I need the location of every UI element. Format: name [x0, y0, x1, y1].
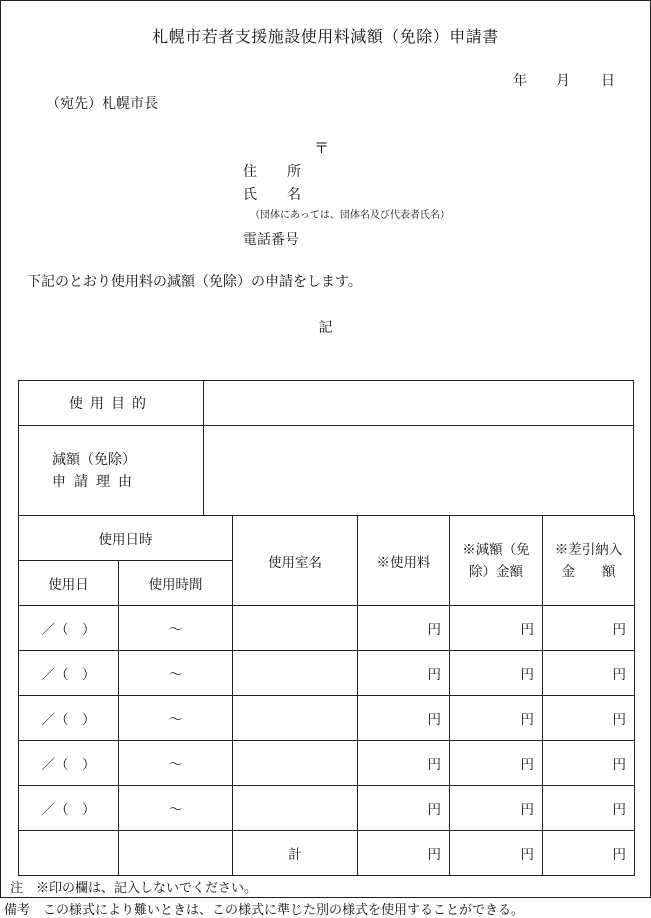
reduction-header-line2: 除）金額: [469, 563, 523, 580]
row-fee: 円: [358, 696, 450, 741]
reduction-header: [450, 516, 543, 606]
payment-header-line2: 金 額: [561, 563, 616, 580]
name-label-1: 氏: [243, 187, 257, 203]
row-room[interactable]: [233, 696, 358, 741]
row-date[interactable]: ／（ ）: [19, 696, 119, 741]
row-date[interactable]: ／（ ）: [19, 651, 119, 696]
row-time[interactable]: ～: [119, 606, 233, 651]
reason-label-line1: 減額（免除）: [52, 451, 136, 468]
row-fee: 円: [358, 741, 450, 786]
total-label: 計: [233, 831, 358, 876]
ki-heading: 記: [318, 320, 333, 336]
total-reduction: 円: [450, 831, 543, 876]
row-room[interactable]: [233, 786, 358, 831]
payment-header-line1: ※差引納入: [554, 541, 623, 558]
row-reduction: 円: [450, 651, 543, 696]
table-row: [19, 651, 635, 696]
table-row: [19, 786, 635, 831]
purpose-label: 使用目的: [19, 381, 204, 426]
reason-field[interactable]: [204, 426, 634, 516]
table-row: [19, 741, 635, 786]
row-time[interactable]: ～: [119, 651, 233, 696]
usage-datetime-header: 使用日時: [19, 516, 233, 561]
row-time[interactable]: ～: [119, 786, 233, 831]
reduction-header-line1: ※減額（免: [462, 541, 530, 558]
row-room[interactable]: [233, 741, 358, 786]
row-payment: 円: [543, 786, 635, 831]
row-date[interactable]: ／（ ）: [19, 606, 119, 651]
name-label-2: 名: [287, 187, 301, 203]
row-reduction: 円: [450, 606, 543, 651]
date-year-label: 年: [513, 73, 527, 89]
row-payment: 円: [543, 696, 635, 741]
reason-label-line2: 申請理由: [52, 473, 140, 490]
group-note: （団体にあっては、団体名及び代表者氏名）: [250, 210, 450, 221]
row-reduction: 円: [450, 696, 543, 741]
footnote: 注 ※印の欄は、記入しないでください。: [10, 881, 258, 896]
usage-date-header: 使用日: [19, 561, 119, 606]
table-row: [19, 696, 635, 741]
form-title: 札幌市若者支援施設使用料減額（免除）申請書: [152, 27, 499, 46]
row-payment: 円: [543, 651, 635, 696]
table-row: [19, 606, 635, 651]
purpose-field[interactable]: [204, 381, 634, 426]
room-name-header: 使用室名: [233, 516, 358, 606]
row-reduction: 円: [450, 786, 543, 831]
row-reduction: 円: [450, 741, 543, 786]
address-label-2: 所: [287, 164, 301, 180]
postal-mark: 〒: [314, 139, 330, 157]
total-time-cell: [119, 831, 233, 876]
remarks: 備考 この様式により難いときは、この様式に準じた別の様式を使用することができる。: [4, 903, 525, 918]
address-label-1: 住: [243, 164, 257, 180]
payment-header: [543, 516, 635, 606]
addressee: （宛先）札幌市長: [46, 96, 158, 112]
total-payment: 円: [543, 831, 635, 876]
date-month-label: 月: [556, 73, 570, 89]
usage-table: [18, 515, 635, 876]
total-fee: 円: [358, 831, 450, 876]
row-time[interactable]: ～: [119, 696, 233, 741]
row-room[interactable]: [233, 606, 358, 651]
row-room[interactable]: [233, 651, 358, 696]
row-fee: 円: [358, 606, 450, 651]
total-row: [19, 831, 635, 876]
row-date[interactable]: ／（ ）: [19, 741, 119, 786]
usage-time-header: 使用時間: [119, 561, 233, 606]
fee-header: ※使用料: [358, 516, 450, 606]
phone-label: 電話番号: [243, 232, 299, 248]
row-time[interactable]: ～: [119, 741, 233, 786]
request-statement: 下記のとおり使用料の減額（免除）の申請をします。: [27, 274, 362, 290]
row-date[interactable]: ／（ ）: [19, 786, 119, 831]
purpose-reason-table: [18, 380, 634, 516]
reason-label: [19, 426, 204, 516]
row-payment: 円: [543, 741, 635, 786]
row-payment: 円: [543, 606, 635, 651]
row-fee: 円: [358, 651, 450, 696]
date-day-label: 日: [601, 73, 615, 89]
row-fee: 円: [358, 786, 450, 831]
total-date-cell: [19, 831, 119, 876]
